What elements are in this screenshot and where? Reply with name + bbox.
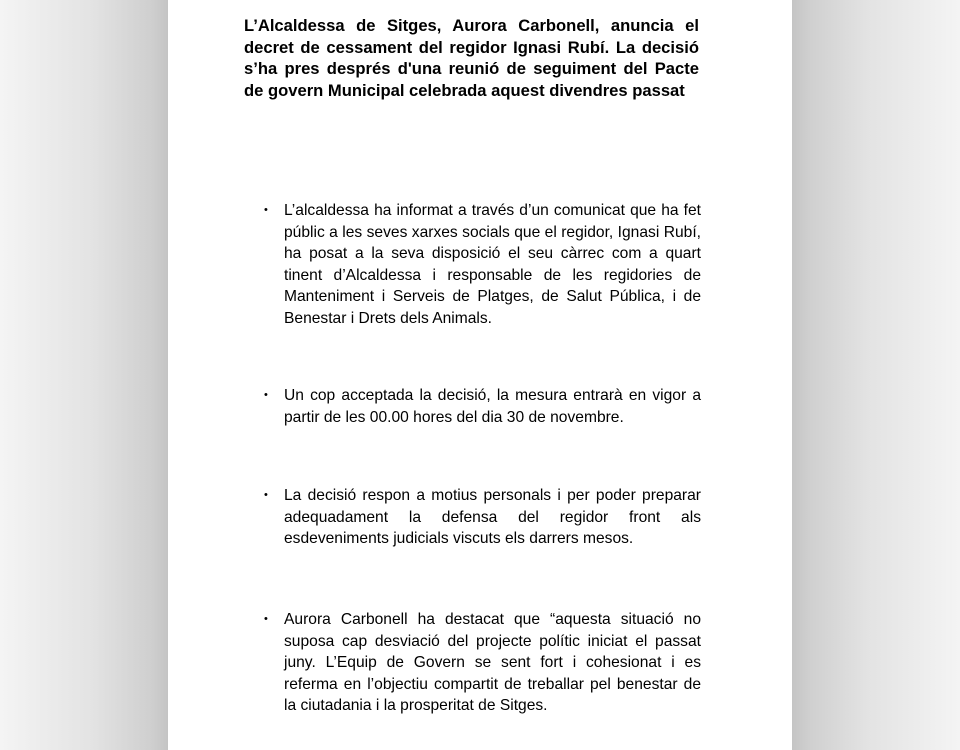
list-item bbox=[261, 609, 701, 717]
list-item bbox=[261, 200, 701, 329]
list-item bbox=[261, 485, 701, 550]
bullet-text: Un cop acceptada la decisió, la mesura entrarà en vigor a partir de les 00.00 hores del dia 30 de novembre. bbox=[284, 387, 701, 426]
bullet-text: Aurora Carbonell ha destacat que “aquesta situació no suposa cap desviació del projecte polític iniciat el passat juny. L’Equip de Govern se sent fort i cohesionat i es referma en l’objectiu compartit de treballar pel benestar de la ciutadania i la prosperitat de Sitges. bbox=[284, 611, 701, 714]
bullet-text: L’alcaldessa ha informat a través d’un comunicat que ha fet públic a les seves xarxes socials que el regidor, Ignasi Rubí, ha posat a la seva disposició el seu càrrec com a quart tinent d’Alcaldessa i responsable de les regidories de Manteniment i Serveis de Platges, de Salut Pública, i de Benestar i Drets dels Animals. bbox=[284, 202, 701, 327]
bullet-text: La decisió respon a motius personals i per poder preparar adequadament la defensa del regidor front als esdeveniments judicials viscuts els darrers mesos. bbox=[284, 487, 701, 547]
bullet-list bbox=[168, 0, 792, 750]
document-page bbox=[168, 0, 792, 750]
background-left bbox=[0, 0, 168, 750]
headline: L’Alcaldessa de Sitges, Aurora Carbonell, anuncia el decret de cessament del regidor Ignasi Rubí. La decisió s’ha pres després d'una reunió de seguiment del Pacte de govern Municipal celebrada aquest divendres passat bbox=[244, 16, 699, 100]
bullet-icon: • bbox=[264, 204, 268, 216]
bullet-icon: • bbox=[264, 613, 268, 625]
bullet-icon: • bbox=[264, 389, 268, 401]
list-item bbox=[261, 385, 701, 428]
background-right bbox=[792, 0, 960, 750]
bullet-icon: • bbox=[264, 489, 268, 501]
